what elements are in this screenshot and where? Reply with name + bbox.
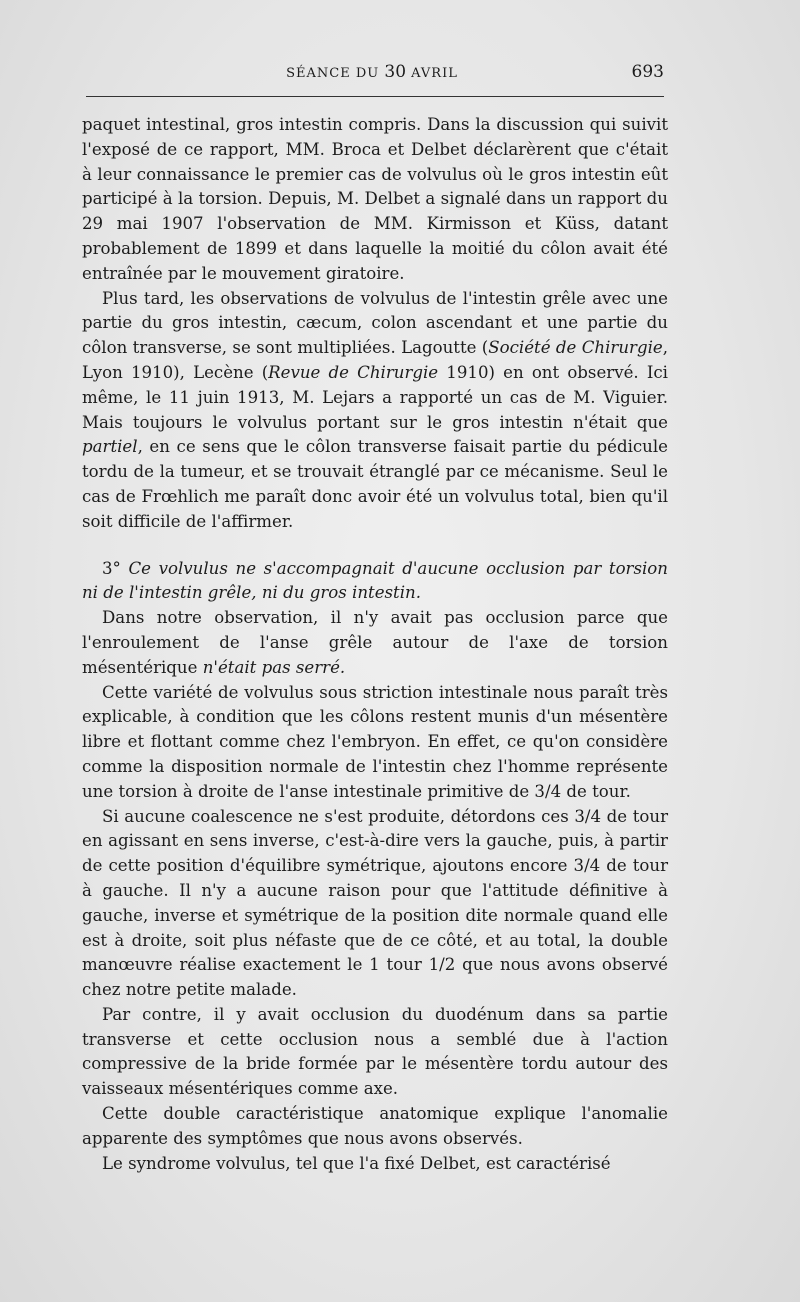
paragraph-8: Cette double caractéristique anatomique explique l'anomalie apparente des symptômes que nous avons observés. [82, 1104, 668, 1148]
paragraph-5: Cette variété de volvulus sous striction intestinale nous paraît très explicable, à condition que les côlons restent munis d'un mésentère libre et flottant comme chez l'embryon. En effet, ce qu'on considère comme la disposition normale de l'intestin chez l'homme représente une torsion à droite de l'anse intestinale primitive de 3/4 de tour. [82, 682, 668, 801]
p2-text-a: Plus tard, les observations de volvulus de l'intestin grêle avec une partie du gros intestin, cæcum, colon ascendant et une partie du côlon transverse, se sont multipliées. Lagoutte ( [82, 288, 668, 358]
header-rule [86, 96, 664, 97]
section-number: 3° [102, 558, 129, 578]
paragraph-9: Le syndrome volvulus, tel que l'a fixé Delbet, est caractérisé [102, 1153, 611, 1173]
body-text [82, 113, 668, 1176]
p2-citation-societe: Société de Chirurgie [488, 338, 663, 358]
p2-text-c: , Lyon 1910), Lecène ( [82, 338, 668, 382]
running-title-before: SÉANCE DU [286, 66, 385, 81]
paragraph-1: paquet intestinal, gros intestin compris. Dans la discussion qui suivit l'exposé de ce rapport, MM. Broca et Delbet déclarèrent que c'était à leur connaissance le premier cas de volvulus où le gros intestin eût participé à la torsion. Depuis, M. Delbet a signalé dans un rapport du 29 mai 1907 l'observation de MM. Kirmisson et Küss, datant probablement de 1899 et dans laquelle la moitié du côlon avait été entraînée par le mouvement giratoire. [82, 115, 668, 283]
section-title: Ce volvulus ne s'accompagnait d'aucune occlusion par torsion ni de l'intestin grêle, ni du gros intestin. [82, 558, 668, 603]
page-number: 693 [631, 62, 664, 82]
section-heading-3 [82, 557, 668, 607]
paragraph-6: Si aucune coalescence ne s'est produite, détordons ces 3/4 de tour en agissant en sens inverse, c'est-à-dire vers la gauche, puis, à partir de cette position d'équilibre symétrique, ajoutons encore 3/4 de tour à gauche. Il n'y a aucune raison pour que l'attitude définitive à gauche, inverse et symétrique de la position dite normale quand elle est à droite, soit plus néfaste que de ce côté, et au total, la double manœuvre réalise exactement le 1 tour 1/2 que nous avons observé chez notre petite malade. [82, 806, 668, 1000]
paragraph-4 [82, 606, 668, 680]
p2-text-g: , en ce sens que le côlon transverse faisait partie du pédicule tordu de la tumeur, et se trouvait étranglé par ce mécanisme. Seul le cas de Frœhlich me paraît donc avoir été un volvulus total, bien qu'il soit difficile de l'affirmer. [82, 437, 668, 531]
p4-emphasis: n'était pas serré. [202, 657, 346, 677]
running-title-after: AVRIL [406, 66, 458, 81]
running-head [80, 60, 664, 84]
paragraph-7: Par contre, il y avait occlusion du duodénum dans sa partie transverse et cette occlusion nous a semblé due à l'action compressive de la bride formée par le mésentère tordu autour des vaisseaux mésentériques comme axe. [82, 1004, 668, 1099]
running-title-number: 30 [384, 62, 407, 82]
running-title [80, 60, 664, 86]
p2-emphasis-partiel: partiel [82, 437, 138, 457]
p2-citation-revue: Revue de Chirurgie [268, 362, 439, 382]
p4-text-a: Dans notre observation, il n'y avait pas occlusion parce que l'enroulement de l'anse grêle autour de l'axe de torsion mésentérique [82, 608, 668, 677]
paragraph-2 [82, 287, 668, 535]
p2-text-e: 1910) en ont observé. Ici même, le 11 juin 1913, M. Lejars a rapporté un cas de M. Viguier. Mais toujours le volvulus portant sur le gros intestin n'était que [82, 362, 668, 432]
